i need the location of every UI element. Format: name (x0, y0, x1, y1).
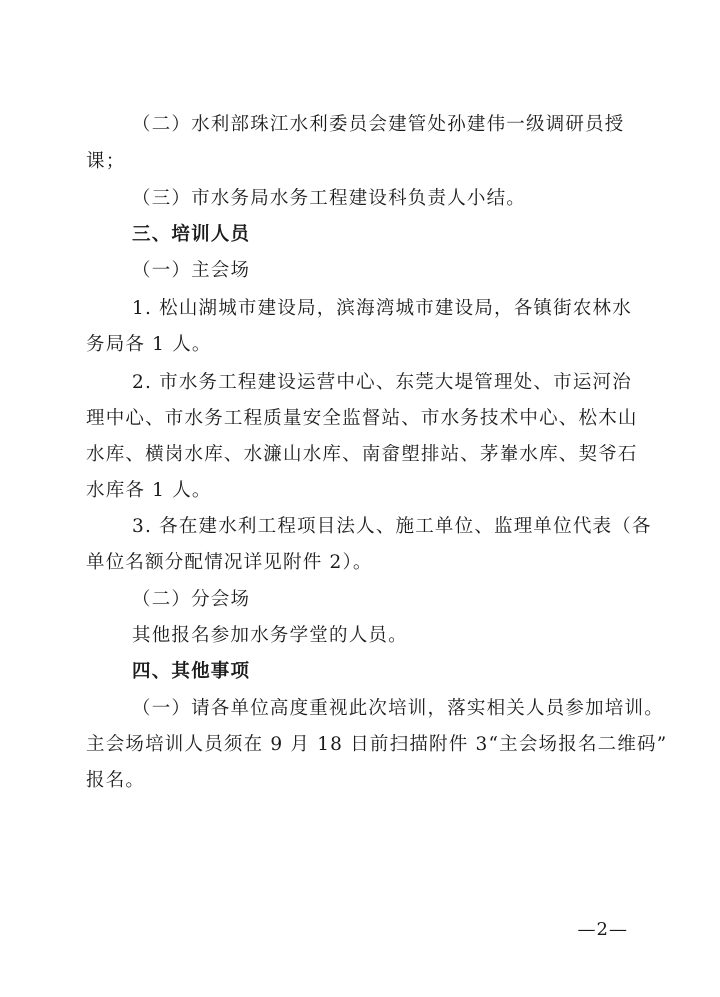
other-matters-item1-line3: 报名。 (86, 770, 146, 791)
other-matters-item1-line1: （一）请各单位高度重视此次培训，落实相关人员参加培训。 (132, 698, 664, 719)
main-venue-item2-line3: 水库、横岗水库、水濂山水库、南畲塱排站、茅輋水库、契爷石 (86, 444, 638, 465)
main-venue-heading: （一）主会场 (132, 260, 251, 281)
other-matters-item1-line2: 主会场培训人员须在 9 月 18 日前扫描附件 3“主会场报名二维码” (86, 734, 668, 755)
item-three-summary: （三）市水务局水务工程建设科负责人小结。 (132, 188, 527, 209)
page-number: —2— (577, 919, 628, 940)
item-two-lecture-line1: （二）水利部珠江水利委员会建管处孙建伟一级调研员授 (132, 114, 625, 135)
main-venue-item2-line4: 水库各 1 人。 (86, 480, 212, 501)
branch-venue-heading: （二）分会场 (132, 589, 251, 610)
main-venue-item2-line1: 2. 市水务工程建设运营中心、东莞大堤管理处、市运河治 (132, 372, 632, 393)
section-four-heading: 四、其他事项 (132, 661, 251, 682)
item-two-lecture-line2: 课； (86, 151, 126, 172)
main-venue-item3-line2: 单位名额分配情况详见附件 2）。 (86, 552, 373, 573)
branch-venue-text: 其他报名参加水务学堂的人员。 (132, 625, 408, 646)
section-three-heading: 三、培训人员 (132, 224, 251, 245)
main-venue-item1-line2: 务局各 1 人。 (86, 334, 212, 355)
main-venue-item2-line2: 理中心、市水务工程质量安全监督站、市水务技术中心、松木山 (86, 408, 638, 429)
main-venue-item1-line1: 1. 松山湖城市建设局，滨海湾城市建设局，各镇街农林水 (132, 298, 632, 319)
main-venue-item3-line1: 3. 各在建水利工程项目法人、施工单位、监理单位代表（各 (132, 516, 652, 537)
